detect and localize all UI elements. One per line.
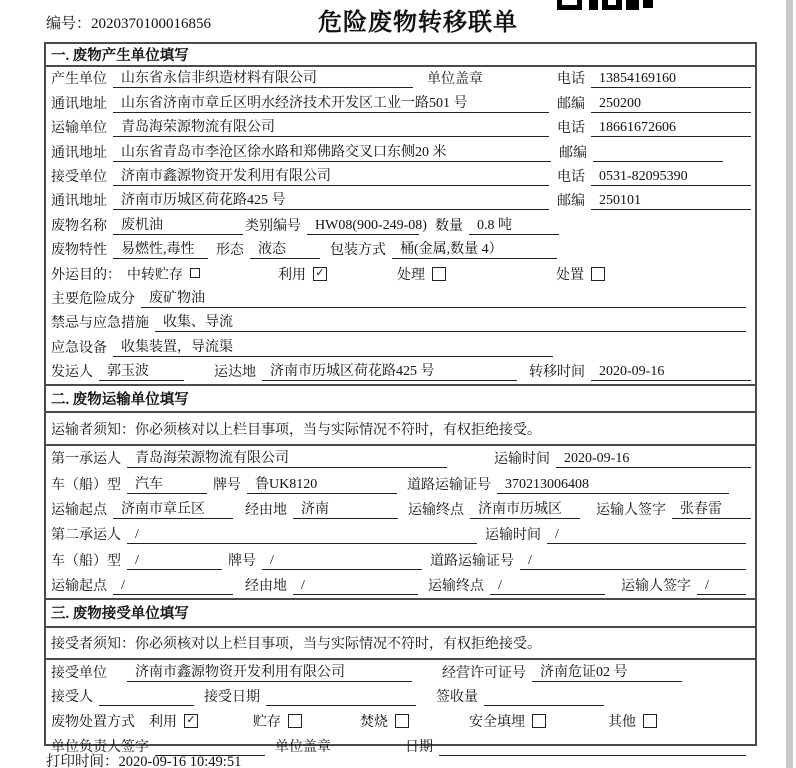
unit-seal-label: 单位盖章 xyxy=(427,72,483,88)
purpose-transfer-storage-label: 中转贮存 xyxy=(127,267,183,283)
second-carrier-label: 第二承运人 xyxy=(51,528,121,544)
unit-seal2-label: 单位盖章 xyxy=(275,739,331,755)
disposal-incinerate-label: 焚烧 xyxy=(360,714,388,730)
receiver-person-label: 接受人 xyxy=(51,690,93,706)
doc-number xyxy=(46,12,211,33)
receiver-unit-value: 济南市鑫源物资开发利用有限公司 xyxy=(113,165,549,186)
disposal-option-incinerate xyxy=(360,711,409,731)
disposal-storage-label: 贮存 xyxy=(253,714,281,730)
section2-title-text: 二. 废物运输单位填写 xyxy=(51,392,189,409)
date-value xyxy=(439,739,746,756)
section2-title xyxy=(46,386,755,413)
permit-value: 济南危证02 号 xyxy=(532,661,682,682)
sign2-label: 运输人签字 xyxy=(621,578,691,594)
vehicle1-label: 车（船）型 xyxy=(51,477,121,493)
transport-phone-label: 电话 xyxy=(557,121,585,137)
via1-value: 济南 xyxy=(293,498,398,519)
transport-zip-value xyxy=(593,145,723,162)
row-transport-address xyxy=(46,140,755,164)
disposal-utilize-label: 利用 xyxy=(149,714,177,730)
producer-phone-value: 13854169160 xyxy=(591,71,751,88)
end2-label: 运输终点 xyxy=(428,578,484,594)
disposal-option-storage xyxy=(253,711,302,731)
shipper-value: 郭玉波 xyxy=(99,360,184,381)
producer-unit-value: 山东省永信非织造材料有限公司 xyxy=(113,67,413,88)
transport-address-label: 通讯地址 xyxy=(51,145,107,161)
row-taboo-measures xyxy=(46,311,755,335)
transport-time2-label: 运输时间 xyxy=(485,528,541,544)
section-producer xyxy=(46,44,755,384)
quantity-value: 0.8 吨 xyxy=(469,214,559,235)
via2-value: / xyxy=(293,578,418,595)
via2-label: 经由地 xyxy=(245,578,287,594)
print-time xyxy=(46,750,241,768)
emergency-equipment-label: 应急设备 xyxy=(51,340,107,356)
producer-phone-label: 电话 xyxy=(557,72,585,88)
receiver-zip-value: 250101 xyxy=(591,193,751,210)
receiver-unit-label: 接受单位 xyxy=(51,169,107,185)
section-receiver xyxy=(46,598,755,759)
row-transport-unit xyxy=(46,116,755,140)
transport-unit-label: 运输单位 xyxy=(51,121,107,137)
row-producer-unit xyxy=(46,67,755,91)
permit-label: 经营许可证号 xyxy=(442,665,526,681)
packaging-value: 桶(金属,数量 4） xyxy=(392,238,557,259)
vehicle1-value: 汽车 xyxy=(127,473,207,494)
manager-sign-label: 单位负责人签字 xyxy=(51,739,149,755)
first-carrier-label: 第一承运人 xyxy=(51,452,121,468)
form-table xyxy=(44,42,757,755)
disposal-option-utilize xyxy=(149,711,198,731)
row-producer-address xyxy=(46,91,755,115)
row-first-carrier xyxy=(46,446,755,471)
destination-label: 运达地 xyxy=(214,365,256,381)
purpose-dispose-label: 处置 xyxy=(556,267,584,283)
row-receiver-person xyxy=(46,685,755,710)
print-time-value: 2020-09-16 10:49:51 xyxy=(118,754,242,768)
receiver-phone-value: 0531-82095390 xyxy=(591,169,751,186)
taboo-measures-value: 收集、导流 xyxy=(155,311,746,332)
purpose-option-utilize xyxy=(278,264,327,284)
producer-address-label: 通讯地址 xyxy=(51,96,107,112)
origin1-label: 运输起点 xyxy=(51,502,107,518)
transport-address-value: 山东省青岛市李沧区徐水路和郑佛路交叉口东侧20 米 xyxy=(113,141,551,162)
section1-title xyxy=(46,44,755,67)
quantity-label: 数量 xyxy=(435,218,463,234)
form-state-label: 形态 xyxy=(216,243,244,259)
page-edge-strip xyxy=(786,0,793,768)
license1-label: 道路运输证号 xyxy=(407,477,491,493)
row-disposal-method xyxy=(46,709,755,734)
transport-time2-value: / xyxy=(547,527,746,544)
producer-address-value: 山东省济南市章丘区明水经济技术开发区工业一路501 号 xyxy=(113,92,549,113)
waste-name-label: 废物名称 xyxy=(51,218,107,234)
purpose-utilize-label: 利用 xyxy=(278,267,306,283)
receiver-address-value: 济南市历城区荷花路425 号 xyxy=(113,189,549,210)
receive-unit-label: 接受单位 xyxy=(51,665,107,681)
end1-value: 济南市历城区 xyxy=(470,498,580,519)
license1-value: 370213006408 xyxy=(497,477,729,494)
doc-number-label: 编号： xyxy=(46,16,92,32)
disposal-option-landfill xyxy=(469,711,546,731)
row-receiver-unit xyxy=(46,165,755,189)
transport-unit-value: 青岛海荣源物流有限公司 xyxy=(113,116,549,137)
purpose-option-transfer-storage xyxy=(127,264,200,284)
transfer-time-value: 2020-09-16 xyxy=(591,364,751,381)
sign2-value: / xyxy=(697,578,746,595)
first-carrier-value: 青岛海荣源物流有限公司 xyxy=(127,447,447,468)
doc-number-value: 2020370100016856 xyxy=(91,16,212,32)
row-purpose xyxy=(46,262,755,286)
row-vehicle2 xyxy=(46,547,755,572)
transporter-notice-text: 运输者须知：你必须核对以上栏目事项，当与实际情况不符时，有权拒绝接受。 xyxy=(51,422,541,438)
row-route2 xyxy=(46,573,755,598)
disposal-other-label: 其他 xyxy=(608,714,636,730)
section3-title-text: 三. 废物接受单位填写 xyxy=(51,606,189,623)
section1-title-text: 一. 废物产生单位填写 xyxy=(51,48,189,64)
disposal-option-other xyxy=(608,711,657,731)
plate1-value: 鲁UK8120 xyxy=(247,473,397,494)
disposal-landfill-label: 安全填埋 xyxy=(469,714,525,730)
row-emergency-equipment xyxy=(46,335,755,359)
end1-label: 运输终点 xyxy=(408,502,464,518)
sign-qty-label: 签收量 xyxy=(436,690,478,706)
qr-code-fragment xyxy=(557,0,653,10)
origin2-label: 运输起点 xyxy=(51,578,107,594)
row-second-carrier xyxy=(46,522,755,547)
print-time-label: 打印时间： xyxy=(46,754,119,768)
transport-time1-label: 运输时间 xyxy=(494,452,550,468)
purpose-option-dispose xyxy=(556,264,605,284)
taboo-measures-label: 禁忌与应急措施 xyxy=(51,316,149,332)
transport-phone-value: 18661672606 xyxy=(591,120,751,137)
purpose-transfer-storage-checkbox xyxy=(190,268,200,278)
disposal-landfill-checkbox xyxy=(532,714,546,728)
second-carrier-value: / xyxy=(127,527,477,544)
category-value: HW08(900-249-08) xyxy=(307,218,419,235)
transport-zip-label: 邮编 xyxy=(559,145,587,161)
transport-time1-value: 2020-09-16 xyxy=(556,451,751,468)
sign1-label: 运输人签字 xyxy=(596,502,666,518)
receive-unit-value: 济南市鑫源物资开发利用有限公司 xyxy=(127,661,412,682)
section3-title xyxy=(46,600,755,628)
shipper-label: 发运人 xyxy=(51,365,93,381)
sign-qty-value xyxy=(484,689,604,706)
purpose-dispose-checkbox xyxy=(591,267,605,281)
end2-value: / xyxy=(490,578,605,595)
row-vehicle1 xyxy=(46,471,755,496)
form-state-value: 液态 xyxy=(250,238,320,259)
row-receiver-address xyxy=(46,189,755,213)
license2-label: 道路运输证号 xyxy=(430,553,514,569)
purpose-option-treat xyxy=(397,264,446,284)
purpose-utilize-checkbox: ✓ xyxy=(313,267,327,281)
disposal-other-checkbox xyxy=(643,714,657,728)
producer-zip-label: 邮编 xyxy=(557,96,585,112)
plate2-label: 牌号 xyxy=(228,553,256,569)
emergency-equipment-value: 收集装置，导流渠 xyxy=(113,336,553,357)
transporter-notice xyxy=(46,413,755,446)
receiver-notice-text: 接受者须知：你必须核对以上栏目事项，当与实际情况不符时，有权拒绝接受。 xyxy=(51,636,541,652)
receiver-person-value xyxy=(99,689,194,706)
plate1-label: 牌号 xyxy=(213,477,241,493)
receiver-address-label: 通讯地址 xyxy=(51,194,107,210)
page-title: 危险废物转移联单 xyxy=(318,10,518,36)
hazard-component-value: 废矿物油 xyxy=(141,287,746,308)
via1-label: 经由地 xyxy=(245,502,287,518)
disposal-method-label: 废物处置方式 xyxy=(51,714,135,730)
receive-date-label: 接受日期 xyxy=(204,690,260,706)
receive-date-value xyxy=(266,689,416,706)
hazard-component-label: 主要危险成分 xyxy=(51,291,135,307)
waste-name-value: 废机油 xyxy=(113,214,243,235)
plate2-value: / xyxy=(262,553,422,570)
destination-value: 济南市历城区荷花路425 号 xyxy=(262,360,517,381)
transfer-time-label: 转移时间 xyxy=(529,365,585,381)
purpose-treat-label: 处理 xyxy=(397,267,425,283)
producer-unit-label: 产生单位 xyxy=(51,72,107,88)
receiver-zip-label: 邮编 xyxy=(557,194,585,210)
disposal-storage-checkbox xyxy=(288,714,302,728)
section-transporter xyxy=(46,384,755,598)
row-waste-character xyxy=(46,238,755,262)
receiver-phone-label: 电话 xyxy=(557,169,585,185)
waste-character-label: 废物特性 xyxy=(51,243,107,259)
vehicle2-label: 车（船）型 xyxy=(51,553,121,569)
packaging-label: 包装方式 xyxy=(330,243,386,259)
sign1-value: 张春雷 xyxy=(672,498,751,519)
receiver-notice xyxy=(46,628,755,660)
disposal-incinerate-checkbox xyxy=(395,714,409,728)
category-label: 类别编号 xyxy=(245,218,301,234)
date-label: 日期 xyxy=(405,739,433,755)
row-hazard-component xyxy=(46,287,755,311)
producer-zip-value: 250200 xyxy=(591,96,751,113)
license2-value: / xyxy=(520,553,746,570)
waste-character-value: 易燃性,毒性 xyxy=(113,238,208,259)
vehicle2-value: / xyxy=(127,553,222,570)
origin1-value: 济南市章丘区 xyxy=(113,498,233,519)
row-shipper xyxy=(46,360,755,384)
row-receive-unit xyxy=(46,660,755,685)
origin2-value: / xyxy=(113,578,233,595)
purpose-label: 外运目的： xyxy=(51,267,121,283)
row-waste-name xyxy=(46,213,755,237)
purpose-treat-checkbox xyxy=(432,267,446,281)
disposal-utilize-checkbox: ✓ xyxy=(184,714,198,728)
row-route1 xyxy=(46,497,755,522)
